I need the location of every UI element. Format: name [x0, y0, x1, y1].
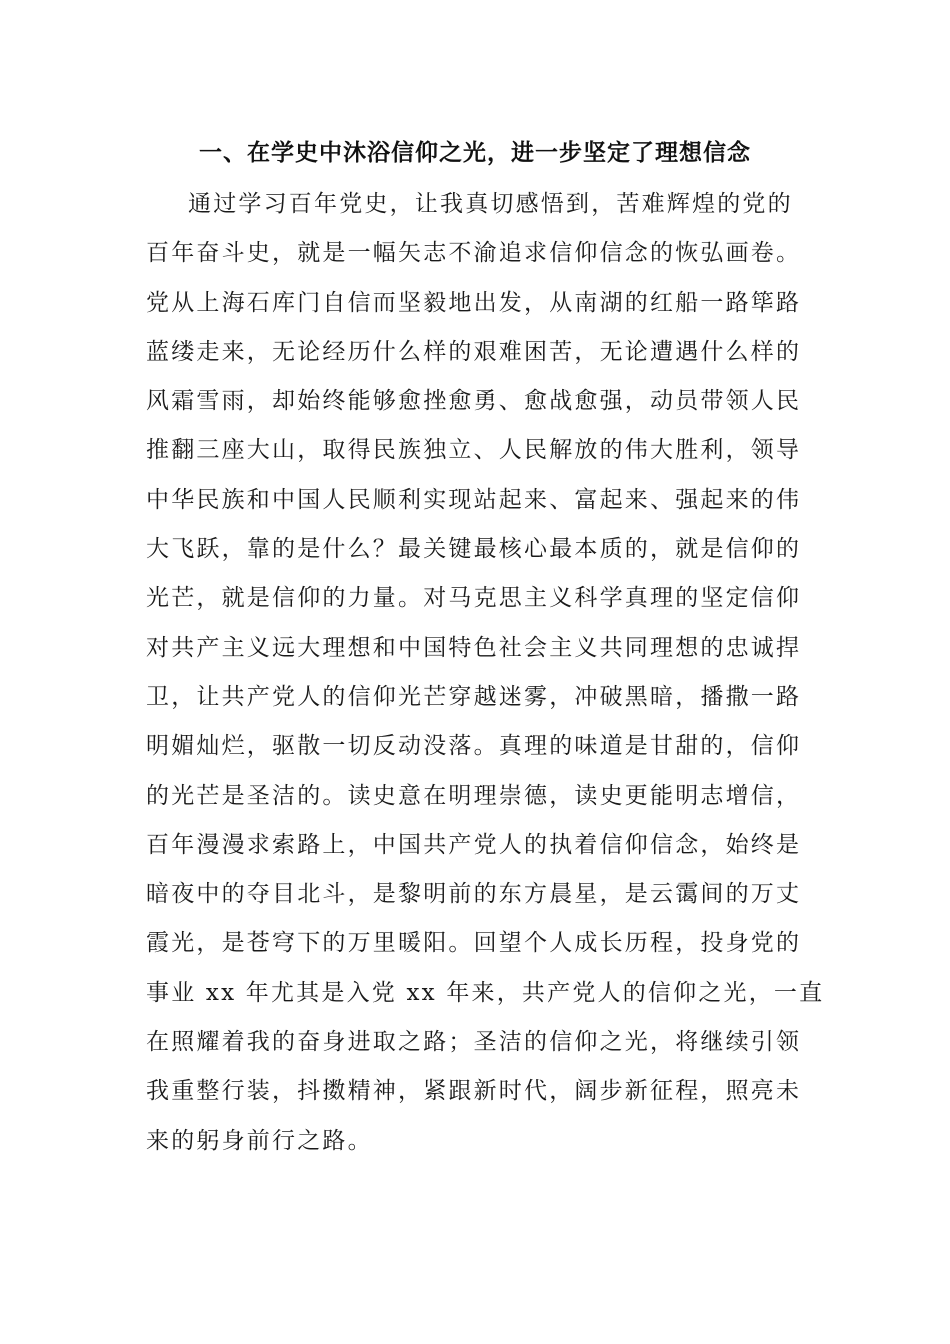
section-heading: 一、在学史中沐浴信仰之光，进一步坚定了理想信念: [199, 139, 751, 166]
paragraph-line: 明媚灿烂，驱散一切反动没落。真理的味道是甘甜的，信仰: [146, 733, 802, 760]
paragraph-line: 事业 xx 年尤其是入党 xx 年来，共产党人的信仰之光，一直: [146, 979, 825, 1006]
paragraph-line: 风霜雪雨，却始终能够愈挫愈勇、愈战愈强，动员带领人民: [146, 388, 802, 415]
paragraph-line: 卫，让共产党人的信仰光芒穿越迷雾，冲破黑暗，播撒一路: [146, 683, 802, 710]
body-paragraph: [146, 180, 826, 1166]
paragraph-line: 百年漫漫求索路上，中国共产党人的执着信仰信念，始终是: [146, 831, 802, 858]
paragraph-line: 中华民族和中国人民顺利实现站起来、富起来、强起来的伟: [146, 486, 802, 513]
paragraph-line: 对共产主义远大理想和中国特色社会主义共同理想的忠诚捍: [146, 634, 802, 661]
paragraph-line: 光芒，就是信仰的力量。对马克思主义科学真理的坚定信仰: [146, 585, 802, 612]
paragraph-line: 暗夜中的夺目北斗，是黎明前的东方晨星，是云霭间的万丈: [146, 881, 802, 908]
paragraph-line: 通过学习百年党史，让我真切感悟到，苦难辉煌的党的: [188, 191, 793, 217]
paragraph-line: 的光芒是圣洁的。读史意在明理崇德，读史更能明志增信，: [146, 782, 802, 809]
paragraph-line: 百年奋斗史，就是一幅矢志不渝追求信仰信念的恢弘画卷。: [146, 240, 802, 267]
paragraph-line: 在照耀着我的奋身进取之路；圣洁的信仰之光，将继续引领: [146, 1029, 802, 1056]
paragraph-line: 来的躬身前行之路。: [146, 1127, 373, 1154]
paragraph-line: 党从上海石库门自信而坚毅地出发，从南湖的红船一路筚路: [146, 289, 802, 316]
paragraph-line: 蓝缕走来，无论经历什么样的艰难困苦，无论遭遇什么样的: [146, 338, 802, 365]
paragraph-line: 我重整行装，抖擞精神，紧跟新时代，阔步新征程，照亮未: [146, 1078, 802, 1105]
paragraph-line: 大飞跃，靠的是什么？最关键最核心最本质的，就是信仰的: [146, 536, 802, 563]
paragraph-line: 霞光，是苍穹下的万里暖阳。回望个人成长历程，投身党的: [146, 930, 802, 957]
paragraph-line: 推翻三座大山，取得民族独立、人民解放的伟大胜利，领导: [146, 437, 802, 464]
